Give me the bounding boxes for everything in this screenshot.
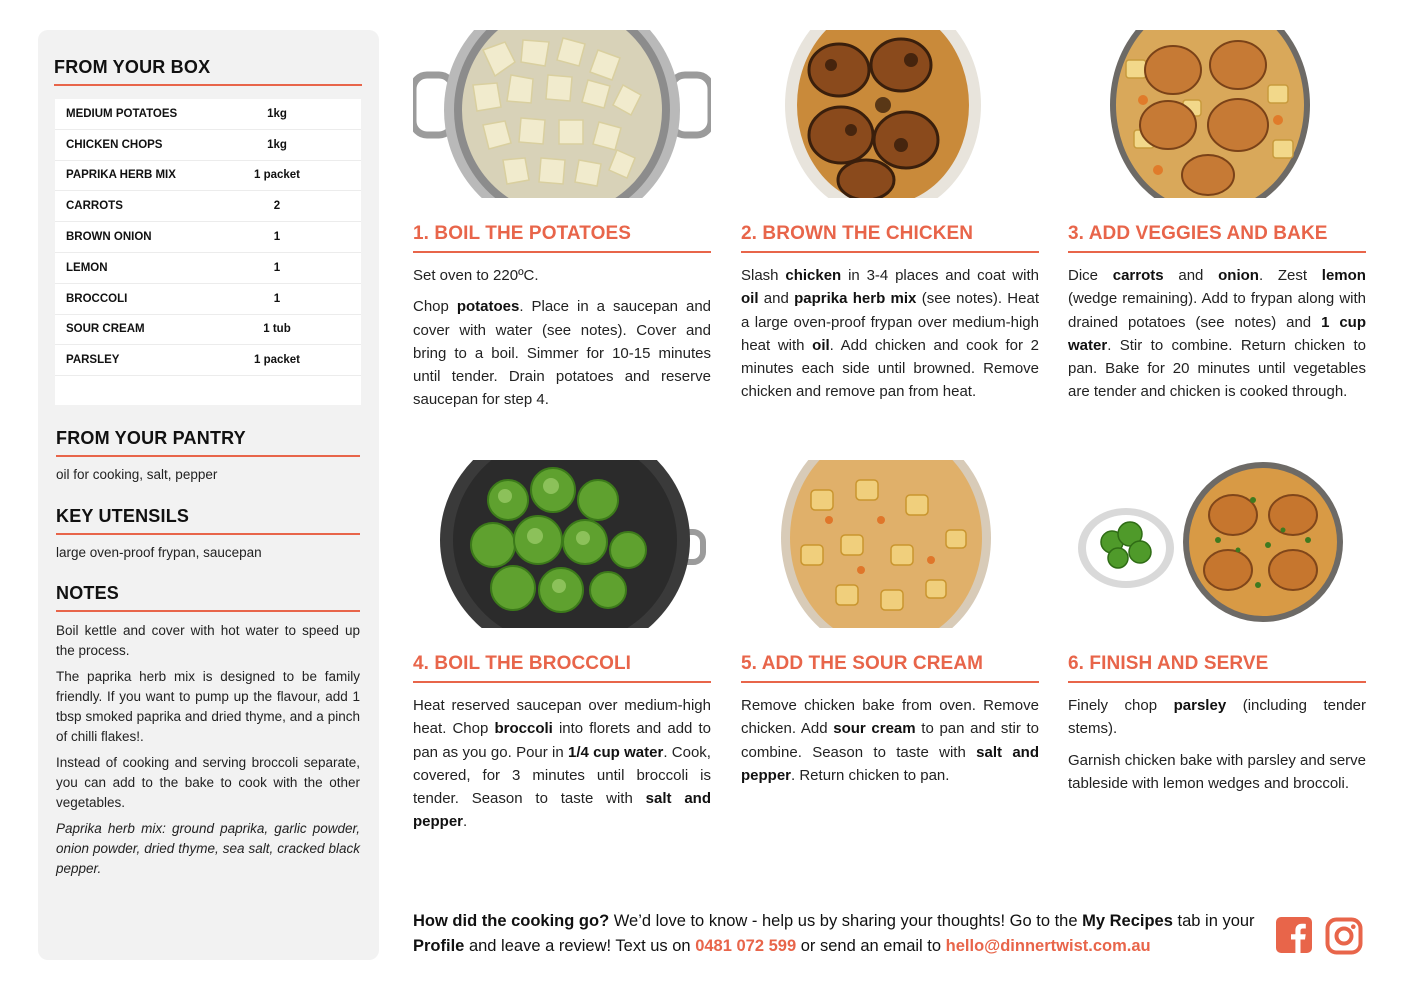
note-4: Paprika herb mix: ground paprika, garlic powder, onion powder, dried thyme, sea salt, cracked black pepper. bbox=[56, 821, 360, 876]
feedback-question: How did the cooking go? bbox=[413, 912, 610, 930]
step-6-title: 6. FINISH AND SERVE bbox=[1068, 653, 1366, 683]
step-1 bbox=[413, 223, 711, 412]
my-recipes-label: My Recipes bbox=[1082, 912, 1173, 930]
from-your-box-heading: FROM YOUR BOX bbox=[54, 57, 362, 86]
step-paragraph: Slash chicken in 3-4 places and coat with oil and paprika herb mix (see notes). Heat a large oven-proof frypan over medium-high heat with oil. Add chicken and cook for 2 minutes each side until browned. Remove chicken and remove pan from heat. bbox=[741, 267, 1039, 401]
box-item-name: SOUR CREAM bbox=[66, 323, 145, 336]
box-item-row bbox=[55, 191, 361, 222]
key-utensils-heading: KEY UTENSILS bbox=[56, 506, 360, 535]
box-item-qty: 1 bbox=[273, 231, 281, 244]
box-item-qty: 1kg bbox=[267, 138, 287, 151]
step-2-body bbox=[741, 264, 1039, 404]
box-item-name: LEMON bbox=[66, 261, 108, 274]
box-ingredients-table bbox=[55, 99, 361, 405]
step-paragraph: Chop potatoes. Place in a saucepan and cover with water (see notes). Cover and bring to a boil. Simmer for 10-15 minutes until tender. Drain potatoes and reserve saucepan for step 4. bbox=[413, 298, 712, 409]
notes-heading: NOTES bbox=[56, 583, 360, 612]
step-paragraph: Heat reserved saucepan over medium-high heat. Chop broccoli into florets and add to pan as you go. Pour in 1/4 cup water. Cook, covered, for 3 minutes until broccoli is tender. Season to taste with salt and pepper. bbox=[413, 697, 712, 831]
broccoli-pan-photo bbox=[413, 460, 711, 628]
step-paragraph: Dice carrots and onion. Zest lemon (wedge remaining). Add to frypan along with drained potatoes (see notes) and 1 cup water. Stir to combine. Return chicken to pan. Bake for 20 minutes until vegetables are tender and chicken is cooked through. bbox=[1068, 267, 1366, 401]
sour-cream-bake-photo bbox=[741, 460, 1039, 628]
box-item-qty: 1kg bbox=[267, 107, 287, 120]
footer-text-3: and leave a review! Text us on bbox=[464, 937, 696, 955]
box-item-name: CHICKEN CHOPS bbox=[66, 138, 163, 151]
step-6 bbox=[1068, 653, 1366, 795]
ingredients-sidebar bbox=[38, 30, 379, 960]
note-1: Boil kettle and cover with hot water to speed up the process. bbox=[56, 623, 360, 658]
step-6-body bbox=[1068, 694, 1366, 795]
step-4 bbox=[413, 653, 711, 834]
facebook-icon[interactable] bbox=[1276, 917, 1314, 955]
box-item-qty: 1 bbox=[273, 261, 281, 274]
step-2-title: 2. BROWN THE CHICKEN bbox=[741, 223, 1039, 253]
box-item-qty: 1 packet bbox=[253, 169, 301, 182]
box-item-name: PARSLEY bbox=[66, 354, 120, 367]
instagram-icon[interactable] bbox=[1325, 917, 1363, 955]
box-item-row bbox=[55, 130, 361, 161]
veggie-bake-photo bbox=[1068, 30, 1366, 198]
pantry-section bbox=[56, 428, 360, 485]
step-paragraph: Remove chicken bake from oven. Remove chicken. Add sour cream to pan and stir to combine. Season to taste with salt and pepper. Return chicken to pan. bbox=[741, 697, 1040, 784]
box-item-qty: 1 bbox=[273, 292, 281, 305]
box-item-row bbox=[55, 315, 361, 346]
step-paragraph: Set oven to 220ºC. bbox=[413, 267, 539, 284]
box-item-row bbox=[55, 222, 361, 253]
footer-text-4: or send an email to bbox=[796, 937, 946, 955]
box-item-qty: 1 tub bbox=[263, 323, 291, 336]
step-1-body bbox=[413, 264, 711, 412]
note-2: The paprika herb mix is designed to be family friendly. If you want to pump up the flavour, add 1 tbsp smoked paprika and dried thyme, and a pinch of chilli flakes!. bbox=[56, 669, 360, 744]
step-4-body bbox=[413, 694, 711, 834]
box-item-name: PAPRIKA HERB MIX bbox=[66, 169, 176, 182]
step-5 bbox=[741, 653, 1039, 787]
email-link[interactable]: hello@dinnertwist.com.au bbox=[945, 937, 1151, 955]
feedback-footer bbox=[413, 909, 1263, 959]
box-item-name: BROCCOLI bbox=[66, 292, 128, 305]
box-item-qty: 2 bbox=[273, 200, 281, 213]
step-5-title: 5. ADD THE SOUR CREAM bbox=[741, 653, 1039, 683]
browned-chicken-photo bbox=[741, 30, 1039, 198]
step-5-body bbox=[741, 694, 1039, 787]
footer-text-1: We’d love to know - help us by sharing your thoughts! Go to the bbox=[609, 912, 1083, 930]
box-item-row bbox=[55, 99, 361, 130]
box-item-name: CARROTS bbox=[66, 200, 123, 213]
pantry-text: oil for cooking, salt, pepper bbox=[56, 467, 218, 482]
notes-section bbox=[56, 583, 360, 879]
step-4-title: 4. BOIL THE BROCCOLI bbox=[413, 653, 711, 683]
step-2 bbox=[741, 223, 1039, 404]
box-item-row bbox=[55, 161, 361, 192]
profile-label: Profile bbox=[413, 937, 465, 955]
finished-dish-photo bbox=[1068, 460, 1366, 628]
utensils-section bbox=[56, 506, 360, 563]
step-paragraph: Finely chop parsley (including tender stems). bbox=[1068, 697, 1366, 738]
box-item-name: MEDIUM POTATOES bbox=[66, 107, 178, 120]
step-3 bbox=[1068, 223, 1366, 404]
step-3-title: 3. ADD VEGGIES AND BAKE bbox=[1068, 223, 1366, 253]
box-item-qty: 1 packet bbox=[253, 354, 301, 367]
note-3: Instead of cooking and serving broccoli separate, you can add to the bake to cook with the other vegetables. bbox=[56, 755, 360, 810]
box-item-row bbox=[55, 345, 361, 376]
step-1-title: 1. BOIL THE POTATOES bbox=[413, 223, 711, 253]
step-3-body bbox=[1068, 264, 1366, 404]
utensils-text: large oven-proof frypan, saucepan bbox=[56, 545, 262, 560]
from-your-pantry-heading: FROM YOUR PANTRY bbox=[56, 428, 360, 457]
box-item-row bbox=[55, 253, 361, 284]
box-item-row bbox=[55, 284, 361, 315]
box-item-name: BROWN ONION bbox=[66, 231, 152, 244]
footer-text-2: tab in your bbox=[1172, 912, 1255, 930]
potatoes-pot-photo bbox=[413, 30, 711, 198]
step-paragraph: Garnish chicken bake with parsley and serve tableside with lemon wedges and broccoli. bbox=[1068, 751, 1366, 792]
phone-link[interactable]: 0481 072 599 bbox=[695, 937, 797, 955]
